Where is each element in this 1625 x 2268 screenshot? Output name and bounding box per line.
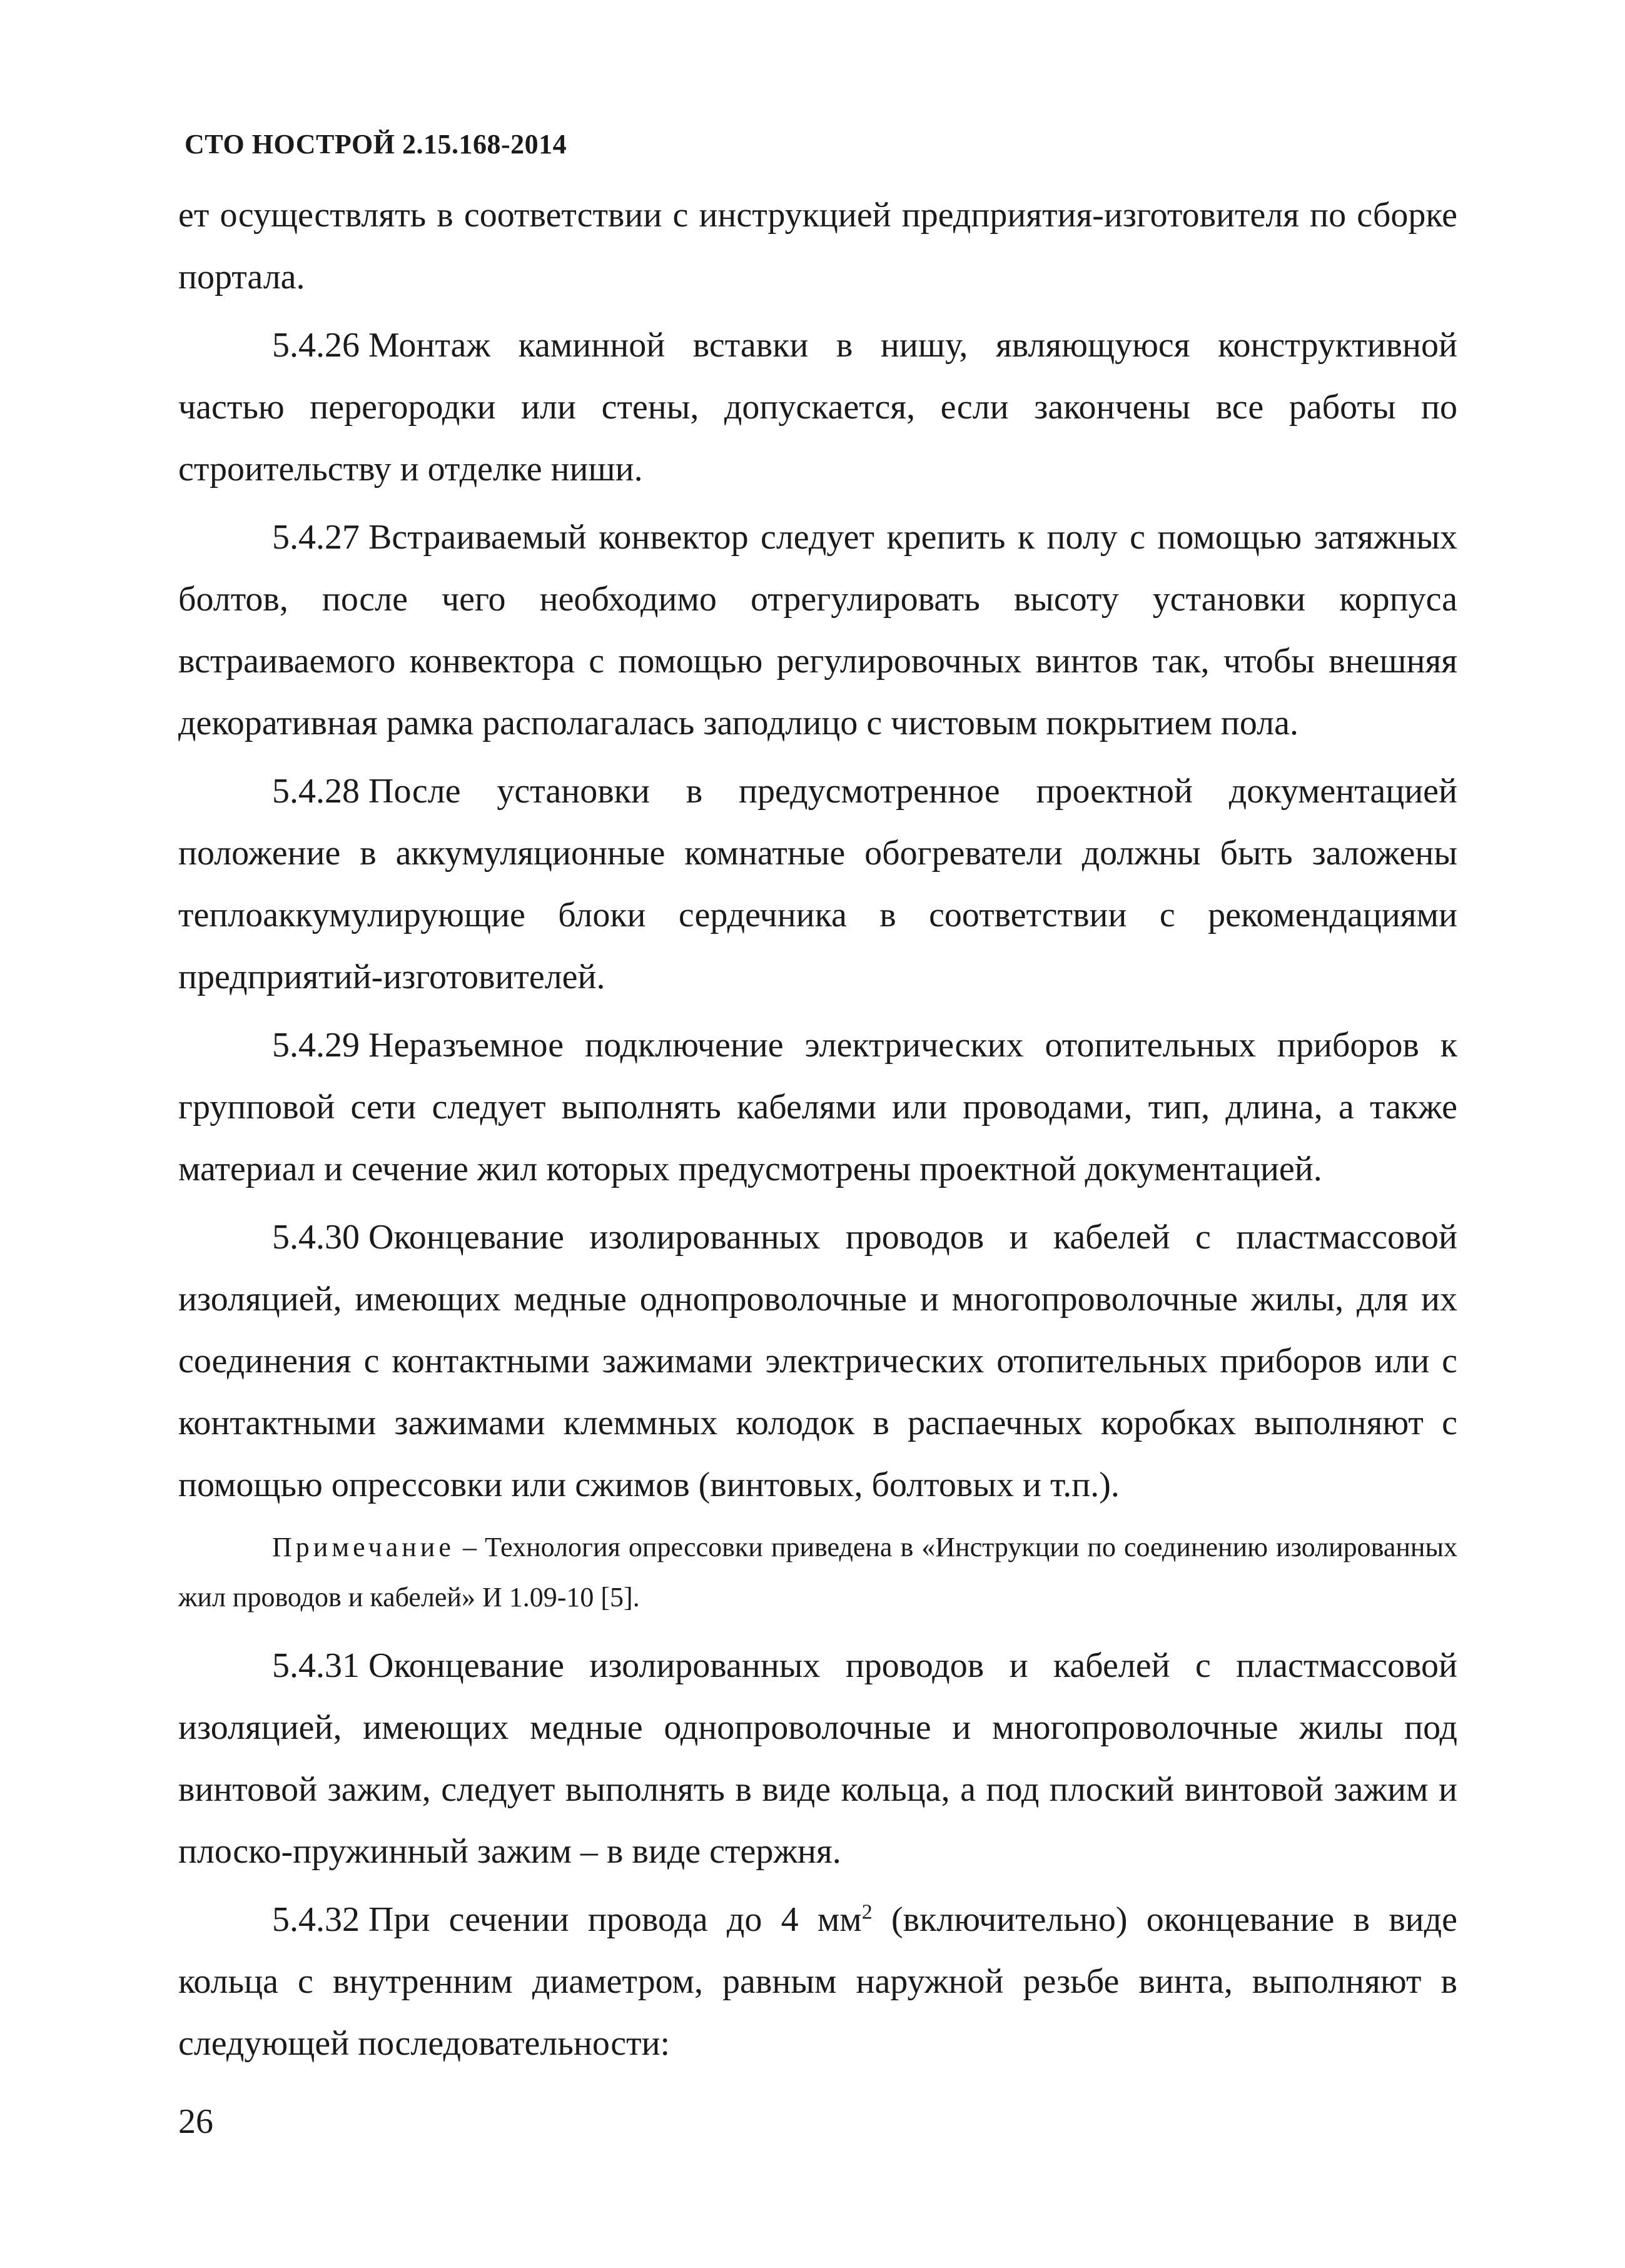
clause-number: 5.4.26 [272,326,360,365]
paragraph-continuation: ет осуществлять в соответствии с инструкцией предприятия-изготовителя по сборке портала. [178,196,1457,296]
note-label: Примечание [272,1532,455,1562]
clause-number: 5.4.28 [272,772,360,811]
clause-number: 5.4.27 [272,518,360,557]
page-number: 26 [178,2102,213,2141]
clause-text: После установки в предусмотренное проектной документацией положение в аккумуляционные комнатные обогреватели должны быть заложены теплоаккумулирующие блоки сердечника в соответствии с рекомендациями предприятий-изготовителей. [178,772,1457,996]
note-block [178,1522,1457,1623]
clause-number: 5.4.32 [272,1900,360,1939]
clause-text-part: При сечении провода до 4 мм [368,1900,862,1939]
note-text: – Технология опрессовки приведена в «Инструкции по соединению изолированных жил проводов и кабелей» И 1.09-10 [5]. [178,1532,1458,1612]
paragraph-5-4-32 [178,1889,1457,2075]
paragraph-5-4-26 [178,315,1457,500]
clause-text-part: (включительно) оконцевание в виде кольца с внутренним диаметром, равным наружной резьбе винта, выполняют в следующей последовательности: [178,1900,1458,2063]
clause-number: 5.4.31 [272,1646,360,1685]
page-body [178,185,1457,2081]
document-code-header: СТО НОСТРОЙ 2.15.168-2014 [185,129,567,159]
clause-text: Оконцевание изолированных проводов и кабелей с пластмассовой изоляцией, имеющих медные однопроволочные и многопроволочные жилы под винтовой зажим, следует выполнять в виде кольца, а под плоский винтовой зажим и плоско-пружинный зажим – в виде стержня. [178,1646,1457,1871]
clause-number: 5.4.29 [272,1026,360,1065]
paragraph-5-4-28 [178,761,1457,1008]
paragraph-5-4-31 [178,1635,1457,1883]
clause-number: 5.4.30 [272,1218,360,1257]
paragraph-5-4-27 [178,507,1457,754]
clause-text: Оконцевание изолированных проводов и кабелей с пластмассовой изоляцией, имеющих медные однопроволочные и многопроволочные жилы, для их соединения с контактными зажимами электрических отопительных приборов или с контактными зажимами клеммных колодок в распаечных коробках выполняют с помощью опрессовки или сжимов (винтовых, болтовых и т.п.). [178,1218,1457,1504]
clause-text: Монтаж каминной вставки в нишу, являющуюся конструктивной частью перегородки или стены, допускается, если закончены все работы по строительству и отделке ниши. [178,326,1457,489]
clause-text: Встраиваемый конвектор следует крепить к полу с помощью затяжных болтов, после чего необходимо отрегулировать высоту установки корпуса встраиваемого конвектора с помощью регулировочных винтов так, чтобы внешняя декоративная рамка располагалась заподлицо с чистовым покрытием пола. [178,518,1457,742]
paragraph-5-4-30 [178,1207,1457,1516]
superscript: 2 [861,1900,873,1924]
paragraph-5-4-29 [178,1015,1457,1200]
clause-text: Неразъемное подключение электрических отопительных приборов к групповой сети следует выполнять кабелями или проводами, тип, длина, а также материал и сечение жил которых предусмотрены проектной документацией. [178,1026,1457,1188]
